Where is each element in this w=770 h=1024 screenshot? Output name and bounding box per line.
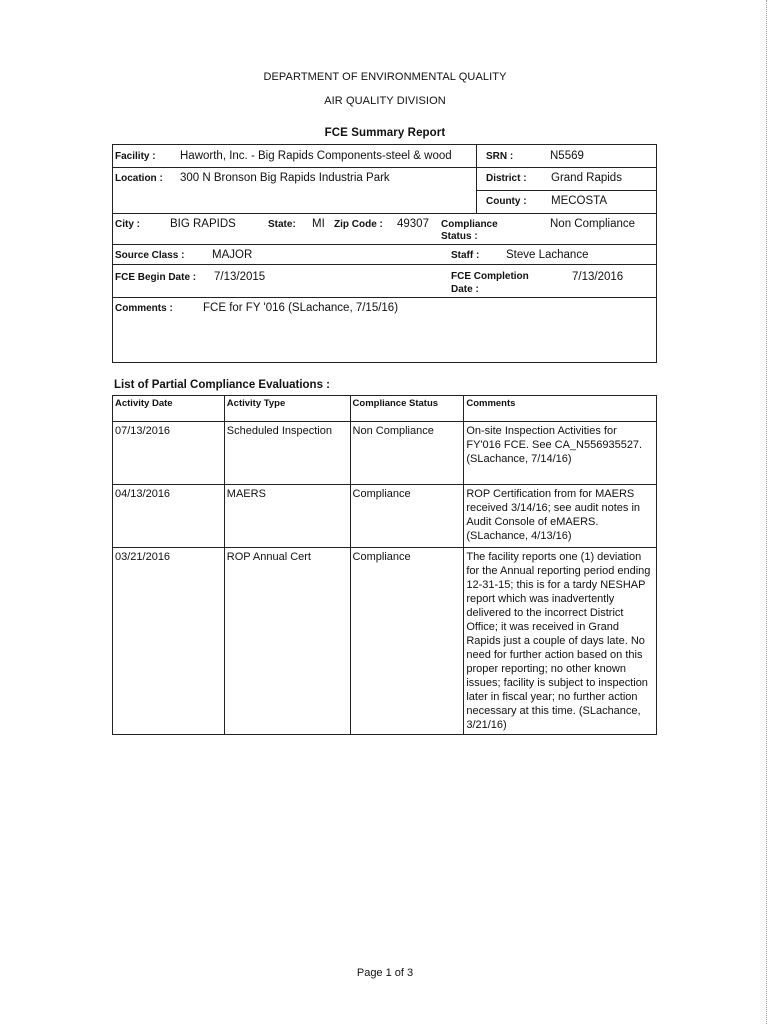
district-value: Grand Rapids bbox=[551, 172, 622, 184]
state-value: MI bbox=[312, 218, 325, 230]
table-row bbox=[113, 548, 657, 735]
comments-label: Comments : bbox=[115, 303, 173, 314]
staff-label: Staff : bbox=[451, 250, 480, 261]
facility-label: Facility : bbox=[115, 151, 156, 162]
fce-completion-value: 7/13/2016 bbox=[572, 271, 624, 283]
scan-edge bbox=[766, 0, 767, 1024]
zip-label: Zip Code : bbox=[334, 219, 383, 230]
activity-date-cell: 07/13/2016 bbox=[113, 422, 225, 485]
department-title: DEPARTMENT OF ENVIRONMENTAL QUALITY bbox=[263, 71, 507, 83]
col-compliance-status: Compliance Status bbox=[350, 396, 464, 422]
partial-evaluations-heading: List of Partial Compliance Evaluations : bbox=[114, 379, 330, 391]
fce-completion-label-date: Date : bbox=[451, 284, 479, 295]
activity-date-cell: 04/13/2016 bbox=[113, 485, 225, 548]
comments-value: FCE for FY '016 (SLachance, 7/15/16) bbox=[203, 302, 399, 314]
col-comments: Comments bbox=[464, 396, 657, 422]
compliance-status-cell: Compliance bbox=[350, 485, 464, 548]
source-class-label: Source Class : bbox=[115, 250, 185, 261]
srn-value: N5569 bbox=[550, 150, 584, 162]
source-class-value: MAJOR bbox=[212, 249, 253, 261]
page-number: Page 1 of 3 bbox=[356, 967, 414, 979]
county-label: County : bbox=[486, 196, 527, 207]
comments-cell: The facility reports one (1) deviation for the Annual reporting period ending 12-31-15; this is for a tardy NESHAP report which was inadvertently delivered to the incorrect District Office; it was received in Grand Rapids just a couple of days late. No need for further action based on this proper reporting; no other known issues; facility is subject to inspection later in fiscal year; no further action necessary at this time. (SLachance, 3/21/16) bbox=[464, 548, 657, 735]
city-label: City : bbox=[115, 219, 140, 230]
comments-cell: On-site Inspection Activities for FY'016 FCE. See CA_N556935527. (SLachance, 7/14/16) bbox=[464, 422, 657, 485]
activity-type-cell: MAERS bbox=[224, 485, 350, 548]
compliance-value: Non Compliance bbox=[550, 218, 636, 230]
facility-value: Haworth, Inc. - Big Rapids Components-steel & wood bbox=[180, 150, 452, 162]
partial-evaluations-table bbox=[112, 395, 657, 735]
col-activity-date: Activity Date bbox=[113, 396, 225, 422]
location-label: Location : bbox=[115, 173, 163, 184]
col-activity-type: Activity Type bbox=[224, 396, 350, 422]
fce-begin-value: 7/13/2015 bbox=[214, 271, 266, 283]
activity-date-cell: 03/21/2016 bbox=[113, 548, 225, 735]
staff-value: Steve Lachance bbox=[506, 249, 589, 261]
zip-value: 49307 bbox=[397, 218, 429, 230]
state-label: State: bbox=[268, 219, 296, 230]
compliance-label: Compliance bbox=[441, 219, 498, 230]
table-header-row bbox=[113, 396, 657, 422]
compliance-label-status: Status : bbox=[441, 231, 478, 242]
report-title: FCE Summary Report bbox=[324, 127, 446, 139]
compliance-status-cell: Compliance bbox=[350, 548, 464, 735]
comments-cell: ROP Certification from for MAERS received 3/14/16; see audit notes in Audit Console of eMAERS. (SLachance, 4/13/16) bbox=[464, 485, 657, 548]
county-value: MECOSTA bbox=[551, 195, 608, 207]
table-row bbox=[113, 422, 657, 485]
table-row bbox=[113, 485, 657, 548]
fce-completion-label: FCE Completion bbox=[451, 271, 529, 282]
activity-type-cell: Scheduled Inspection bbox=[224, 422, 350, 485]
srn-label: SRN : bbox=[486, 151, 514, 162]
fce-begin-label: FCE Begin Date : bbox=[115, 272, 197, 283]
compliance-status-cell: Non Compliance bbox=[350, 422, 464, 485]
activity-type-cell: ROP Annual Cert bbox=[224, 548, 350, 735]
division-title: AIR QUALITY DIVISION bbox=[324, 95, 446, 107]
city-value: BIG RAPIDS bbox=[170, 218, 236, 230]
location-value: 300 N Bronson Big Rapids Industria Park bbox=[180, 172, 390, 184]
district-label: District : bbox=[486, 173, 527, 184]
